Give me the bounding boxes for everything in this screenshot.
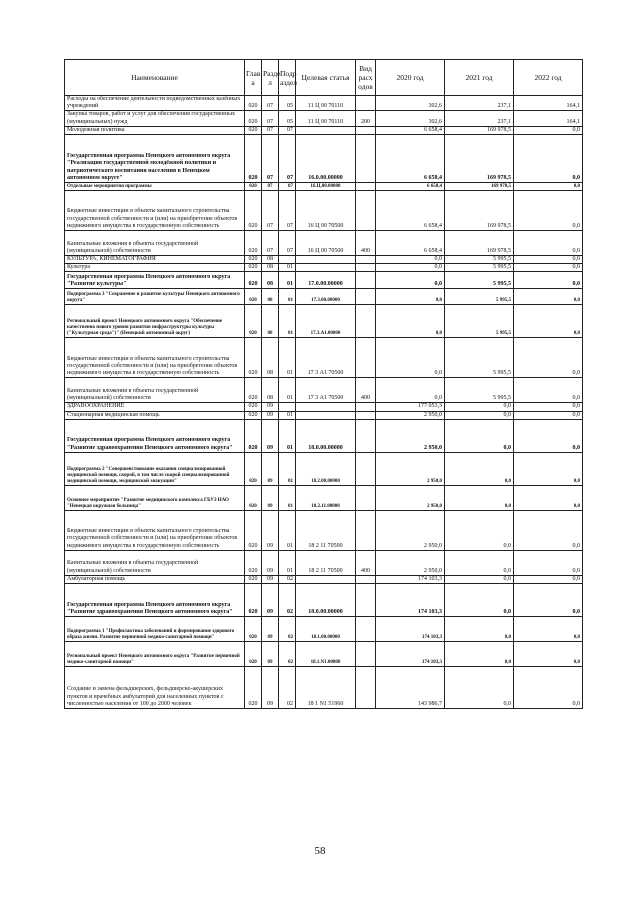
row-expense-type <box>356 256 376 264</box>
row-name: Бюджетные инвестиции в объекты капитального строительства государственной собственности и (или) на приобретение объектов недвижимого имущества в государственную собственность <box>65 191 245 231</box>
row-expense-type <box>356 135 376 183</box>
row-name: Региональный проект Ненецкого автономного округа "Обеспечение качественно нового уровня развития инфраструктуры культуры ("Культурная среда")" (Ненецкий автономный округ) <box>65 305 245 338</box>
row-amount-2020: 2 950,0 <box>376 485 445 510</box>
row-name: Культура <box>65 264 245 272</box>
row-amount-2022: 0,0 <box>514 256 583 264</box>
row-amount-2022: 0,0 <box>514 452 583 485</box>
row-amount-2022: 0,0 <box>514 485 583 510</box>
row-name: Государственная программа Ненецкого автономного округа "Развитие здравоохранения Ненецкого автономного округа" <box>65 584 245 617</box>
row-subsection: 05 <box>279 111 296 126</box>
row-section: 09 <box>262 584 279 617</box>
row-section: 08 <box>262 338 279 378</box>
page-number: 58 <box>314 845 326 857</box>
row-subsection: 01 <box>279 485 296 510</box>
row-amount-2020: 0,0 <box>376 272 445 289</box>
row-chapter: 020 <box>245 96 262 111</box>
row-target-article: 16 Ц 00 70500 <box>296 231 356 256</box>
row-expense-type <box>356 452 376 485</box>
row-subsection: 07 <box>279 191 296 231</box>
row-section: 09 <box>262 419 279 452</box>
row-amount-2022: 0,0 <box>514 289 583 305</box>
table-row <box>65 264 583 272</box>
table-row <box>65 126 583 134</box>
row-amount-2021: 237,1 <box>445 111 514 126</box>
row-section: 08 <box>262 272 279 289</box>
row-amount-2021: 5 995,5 <box>445 272 514 289</box>
row-chapter: 020 <box>245 231 262 256</box>
row-expense-type: 200 <box>356 111 376 126</box>
row-amount-2020: 174 103,3 <box>376 617 445 642</box>
table-row <box>65 452 583 485</box>
row-chapter: 020 <box>245 510 262 550</box>
row-expense-type <box>356 419 376 452</box>
row-amount-2021: 169 978,5 <box>445 231 514 256</box>
row-target-article: 18 2 11 70500 <box>296 550 356 575</box>
row-amount-2020: 174 103,3 <box>376 575 445 583</box>
row-amount-2022: 0,0 <box>514 617 583 642</box>
row-amount-2022: 0,0 <box>514 510 583 550</box>
row-chapter: 020 <box>245 403 262 411</box>
row-amount-2021: 0,0 <box>445 452 514 485</box>
table-row <box>65 575 583 583</box>
row-name: Региональный проект Ненецкого автономного округа "Развитие первичной медико-санитарной помощи" <box>65 642 245 667</box>
row-amount-2022: 0,0 <box>514 264 583 272</box>
row-amount-2022: 0,0 <box>514 642 583 667</box>
row-chapter: 020 <box>245 667 262 709</box>
row-amount-2022: 0,0 <box>514 411 583 419</box>
row-section: 07 <box>262 135 279 183</box>
row-amount-2020: 2 950,0 <box>376 452 445 485</box>
table-row <box>65 135 583 183</box>
row-amount-2021: 0,0 <box>445 642 514 667</box>
row-section: 09 <box>262 642 279 667</box>
row-section: 08 <box>262 378 279 403</box>
row-amount-2021: 0,0 <box>445 510 514 550</box>
row-name: Бюджетные инвестиции в объекты капитального строительства государственной собственности и (или) на приобретение объектов недвижимого имущества в государственную собственность <box>65 338 245 378</box>
table-header-row <box>65 60 583 96</box>
row-name: Подпрограмма 2 "Совершенствование оказания специализированной медицинской помощи, скорой, в том числе скорой специализированной медицинской помощи, медицинской эвакуации" <box>65 452 245 485</box>
row-amount-2022: 0,0 <box>514 403 583 411</box>
row-target-article: 18 1 N1 51960 <box>296 667 356 709</box>
row-chapter: 020 <box>245 256 262 264</box>
row-subsection: 01 <box>279 550 296 575</box>
row-expense-type <box>356 485 376 510</box>
row-name: Капитальные вложения в объекты государственной (муниципальной) собственности <box>65 378 245 403</box>
row-amount-2020: 6 658,4 <box>376 135 445 183</box>
row-subsection: 01 <box>279 264 296 272</box>
row-target-article <box>296 403 356 411</box>
row-target-article: 16.0.00.00000 <box>296 135 356 183</box>
row-target-article: 11 Ц 00 70110 <box>296 96 356 111</box>
row-amount-2022: 0,0 <box>514 305 583 338</box>
row-amount-2020: 6 658,4 <box>376 126 445 134</box>
col-header-2022: 2022 год <box>514 60 583 96</box>
table-row <box>65 510 583 550</box>
table-row <box>65 191 583 231</box>
row-subsection: 01 <box>279 305 296 338</box>
row-section: 09 <box>262 550 279 575</box>
row-amount-2021: 0,0 <box>445 403 514 411</box>
row-amount-2021: 0,0 <box>445 411 514 419</box>
row-amount-2022: 0,0 <box>514 575 583 583</box>
row-expense-type <box>356 126 376 134</box>
row-chapter: 020 <box>245 378 262 403</box>
row-target-article: 18.2.00.00000 <box>296 452 356 485</box>
row-target-article: 16 Ц 00 70500 <box>296 191 356 231</box>
table-row <box>65 96 583 111</box>
row-subsection: 07 <box>279 126 296 134</box>
col-header-2020: 2020 год <box>376 60 445 96</box>
row-expense-type: 400 <box>356 231 376 256</box>
row-amount-2020: 174 103,3 <box>376 642 445 667</box>
row-subsection: 07 <box>279 183 296 191</box>
row-chapter: 020 <box>245 272 262 289</box>
row-target-article: 17.3.А1.00000 <box>296 305 356 338</box>
col-header-2021: 2021 год <box>445 60 514 96</box>
row-amount-2020: 302,6 <box>376 111 445 126</box>
row-subsection: 01 <box>279 289 296 305</box>
table-body <box>65 96 583 709</box>
row-subsection: 01 <box>279 378 296 403</box>
row-target-article: 16.Ц.00.00000 <box>296 183 356 191</box>
row-amount-2021: 0,0 <box>445 550 514 575</box>
row-amount-2021: 169 978,5 <box>445 126 514 134</box>
row-subsection: 05 <box>279 96 296 111</box>
row-chapter: 020 <box>245 111 262 126</box>
table-row <box>65 419 583 452</box>
table-row <box>65 617 583 642</box>
table-row <box>65 338 583 378</box>
row-expense-type <box>356 403 376 411</box>
row-target-article: 18.2.11.00000 <box>296 485 356 510</box>
row-name: Молодежная политика <box>65 126 245 134</box>
row-subsection: 01 <box>279 338 296 378</box>
row-amount-2022: 0,0 <box>514 584 583 617</box>
row-subsection: 02 <box>279 575 296 583</box>
row-amount-2022: 0,0 <box>514 378 583 403</box>
row-name: Государственная программа Ненецкого автономного округа "Реализация государственной молодёжной политики и патриотического воспитания населения в Ненецком автономном округе" <box>65 135 245 183</box>
row-subsection: 07 <box>279 231 296 256</box>
row-section: 07 <box>262 111 279 126</box>
row-section: 09 <box>262 452 279 485</box>
row-subsection: 02 <box>279 584 296 617</box>
row-chapter: 020 <box>245 305 262 338</box>
row-amount-2022: 164,1 <box>514 111 583 126</box>
row-chapter: 020 <box>245 550 262 575</box>
table-row <box>65 485 583 510</box>
table-row <box>65 550 583 575</box>
row-chapter: 020 <box>245 264 262 272</box>
row-expense-type <box>356 289 376 305</box>
row-target-article: 17 3 А1 70500 <box>296 338 356 378</box>
budget-table <box>64 59 583 709</box>
row-amount-2020: 6 658,4 <box>376 191 445 231</box>
row-target-article: 17 3 А1 70500 <box>296 378 356 403</box>
table-row <box>65 183 583 191</box>
row-chapter: 020 <box>245 338 262 378</box>
row-amount-2021: 0,0 <box>445 617 514 642</box>
table-row <box>65 256 583 264</box>
row-target-article: 18.0.00.00000 <box>296 419 356 452</box>
row-expense-type <box>356 411 376 419</box>
row-target-article <box>296 126 356 134</box>
row-name: Создание и замена фельдшерских, фельдшерско-акушерских пунктов и врачебных амбулаторий для населенных пунктов с численностью населения от 100 до 2000 человек <box>65 667 245 709</box>
row-section: 08 <box>262 305 279 338</box>
row-expense-type <box>356 264 376 272</box>
row-subsection: 02 <box>279 642 296 667</box>
row-chapter: 020 <box>245 419 262 452</box>
row-amount-2020: 2 950,0 <box>376 550 445 575</box>
row-amount-2020: 2 950,0 <box>376 419 445 452</box>
row-name: Стационарная медицинская помощь <box>65 411 245 419</box>
row-subsection: 01 <box>279 411 296 419</box>
row-amount-2020: 0,0 <box>376 305 445 338</box>
row-name: Закупка товаров, работ и услуг для обеспечения государственных (муниципальных) нужд <box>65 111 245 126</box>
row-target-article: 18 2 11 70500 <box>296 510 356 550</box>
row-chapter: 020 <box>245 575 262 583</box>
row-name: КУЛЬТУРА, КИНЕМАТОГРАФИЯ <box>65 256 245 264</box>
col-header-subsection: Подр аздел <box>279 60 296 96</box>
row-name: Подпрограмма 1 "Профилактика заболеваний и формирование здорового образа жизни. Развитие первичной медико-санитарной помощи" <box>65 617 245 642</box>
row-amount-2021: 0,0 <box>445 419 514 452</box>
row-expense-type <box>356 510 376 550</box>
row-amount-2020: 0,0 <box>376 378 445 403</box>
row-chapter: 020 <box>245 289 262 305</box>
row-section: 09 <box>262 617 279 642</box>
row-target-article <box>296 411 356 419</box>
row-section: 09 <box>262 667 279 709</box>
row-chapter: 020 <box>245 584 262 617</box>
table-row <box>65 111 583 126</box>
row-chapter: 020 <box>245 642 262 667</box>
row-subsection: 02 <box>279 667 296 709</box>
row-name: Капитальные вложения в объекты государственной (муниципальной) собственности <box>65 231 245 256</box>
row-amount-2022: 0,0 <box>514 338 583 378</box>
row-amount-2021: 169 978,5 <box>445 191 514 231</box>
row-target-article: 17.3.00.00000 <box>296 289 356 305</box>
row-amount-2021: 5 995,5 <box>445 289 514 305</box>
row-expense-type <box>356 191 376 231</box>
row-expense-type: 400 <box>356 378 376 403</box>
row-expense-type <box>356 305 376 338</box>
row-target-article <box>296 256 356 264</box>
row-expense-type <box>356 617 376 642</box>
row-name: Амбулаторная помощь <box>65 575 245 583</box>
row-expense-type <box>356 584 376 617</box>
row-amount-2022: 164,1 <box>514 96 583 111</box>
row-section: 08 <box>262 256 279 264</box>
row-name: Государственная программа Ненецкого автономного округа "Развитие здравоохранения Ненецкого автономного округа" <box>65 419 245 452</box>
row-amount-2021: 5 995,5 <box>445 305 514 338</box>
table-row <box>65 584 583 617</box>
row-name: Бюджетные инвестиции в объекты капитального строительства государственной собственности и (или) на приобретение объектов недвижимого имущества в государственную собственность <box>65 510 245 550</box>
row-amount-2021: 0,0 <box>445 667 514 709</box>
row-target-article: 18.1.00.00000 <box>296 617 356 642</box>
row-subsection: 01 <box>279 452 296 485</box>
row-subsection: 02 <box>279 617 296 642</box>
row-amount-2020: 143 986,7 <box>376 667 445 709</box>
row-amount-2022: 0,0 <box>514 126 583 134</box>
row-chapter: 020 <box>245 485 262 510</box>
row-section: 09 <box>262 575 279 583</box>
row-amount-2021: 237,1 <box>445 96 514 111</box>
row-name: Подпрограмма 3 "Сохранение и развитие культуры Ненецкого автономного округа" <box>65 289 245 305</box>
row-amount-2021: 5 995,5 <box>445 256 514 264</box>
row-expense-type <box>356 272 376 289</box>
row-expense-type <box>356 642 376 667</box>
table-row <box>65 289 583 305</box>
row-amount-2021: 169 978,5 <box>445 135 514 183</box>
row-target-article: 18.0.00.00000 <box>296 584 356 617</box>
row-amount-2020: 6 658,4 <box>376 183 445 191</box>
row-amount-2020: 0,0 <box>376 256 445 264</box>
row-amount-2021: 5 995,5 <box>445 378 514 403</box>
row-section: 08 <box>262 264 279 272</box>
row-amount-2020: 6 658,4 <box>376 231 445 256</box>
row-target-article: 18.1.N1.00000 <box>296 642 356 667</box>
row-chapter: 020 <box>245 126 262 134</box>
col-header-expense-type: Вид расх одов <box>356 60 376 96</box>
row-amount-2022: 0,0 <box>514 272 583 289</box>
row-amount-2020: 0,0 <box>376 289 445 305</box>
row-chapter: 020 <box>245 452 262 485</box>
row-amount-2021: 5 995,5 <box>445 264 514 272</box>
row-chapter: 020 <box>245 183 262 191</box>
col-header-chapter: Глав а <box>245 60 262 96</box>
row-amount-2022: 0,0 <box>514 183 583 191</box>
row-subsection <box>279 403 296 411</box>
row-target-article <box>296 264 356 272</box>
row-amount-2021: 0,0 <box>445 575 514 583</box>
row-amount-2020: 177 053,3 <box>376 403 445 411</box>
row-section: 09 <box>262 403 279 411</box>
row-chapter: 020 <box>245 191 262 231</box>
row-chapter: 020 <box>245 617 262 642</box>
row-amount-2022: 0,0 <box>514 135 583 183</box>
row-amount-2020: 2 950,0 <box>376 510 445 550</box>
row-subsection: 07 <box>279 135 296 183</box>
row-target-article: 11 Ц 00 70110 <box>296 111 356 126</box>
row-section: 07 <box>262 231 279 256</box>
row-amount-2022: 0,0 <box>514 419 583 452</box>
row-name: Капитальные вложения в объекты государственной (муниципальной) собственности <box>65 550 245 575</box>
col-header-section: Разде л <box>262 60 279 96</box>
table-row <box>65 403 583 411</box>
row-target-article: 17.0.00.00000 <box>296 272 356 289</box>
row-amount-2022: 0,0 <box>514 550 583 575</box>
row-amount-2020: 174 103,3 <box>376 584 445 617</box>
row-expense-type <box>356 338 376 378</box>
row-name: Основное мероприятие "Развитие медицинского комплекса ГБУЗ НАО "Ненецкая окружная больница" <box>65 485 245 510</box>
table-row <box>65 231 583 256</box>
row-amount-2021: 169 978,5 <box>445 183 514 191</box>
row-amount-2022: 0,0 <box>514 231 583 256</box>
row-subsection: 01 <box>279 419 296 452</box>
row-amount-2020: 302,6 <box>376 96 445 111</box>
row-amount-2021: 0,0 <box>445 584 514 617</box>
row-subsection: 01 <box>279 510 296 550</box>
row-section: 07 <box>262 191 279 231</box>
row-name: Государственная программа Ненецкого автономного округа "Развитие культуры" <box>65 272 245 289</box>
row-chapter: 020 <box>245 411 262 419</box>
table-row <box>65 305 583 338</box>
row-amount-2022: 0,0 <box>514 191 583 231</box>
row-amount-2021: 5 995,5 <box>445 338 514 378</box>
row-section: 09 <box>262 411 279 419</box>
row-amount-2020: 0,0 <box>376 338 445 378</box>
row-section: 09 <box>262 485 279 510</box>
row-amount-2021: 0,0 <box>445 485 514 510</box>
row-target-article <box>296 575 356 583</box>
col-header-target-article: Целевая статья <box>296 60 356 96</box>
row-section: 07 <box>262 96 279 111</box>
table-row <box>65 642 583 667</box>
row-section: 07 <box>262 126 279 134</box>
row-name: Отдельные мероприятия программы <box>65 183 245 191</box>
table-row <box>65 378 583 403</box>
row-expense-type <box>356 667 376 709</box>
row-chapter: 020 <box>245 135 262 183</box>
table-row <box>65 667 583 709</box>
table-row <box>65 411 583 419</box>
row-expense-type <box>356 96 376 111</box>
row-expense-type: 400 <box>356 550 376 575</box>
row-amount-2020: 2 950,0 <box>376 411 445 419</box>
row-name: Расходы на обеспечение деятельности подведомственных казённых учреждений <box>65 96 245 111</box>
col-header-name: Наименование <box>65 60 245 96</box>
table-row <box>65 272 583 289</box>
row-amount-2020: 0,0 <box>376 264 445 272</box>
row-name: ЗДРАВООХРАНЕНИЕ <box>65 403 245 411</box>
row-expense-type <box>356 575 376 583</box>
row-section: 09 <box>262 510 279 550</box>
row-amount-2022: 0,0 <box>514 667 583 709</box>
row-section: 08 <box>262 289 279 305</box>
row-expense-type <box>356 183 376 191</box>
row-subsection: 01 <box>279 272 296 289</box>
row-section: 07 <box>262 183 279 191</box>
row-subsection <box>279 256 296 264</box>
